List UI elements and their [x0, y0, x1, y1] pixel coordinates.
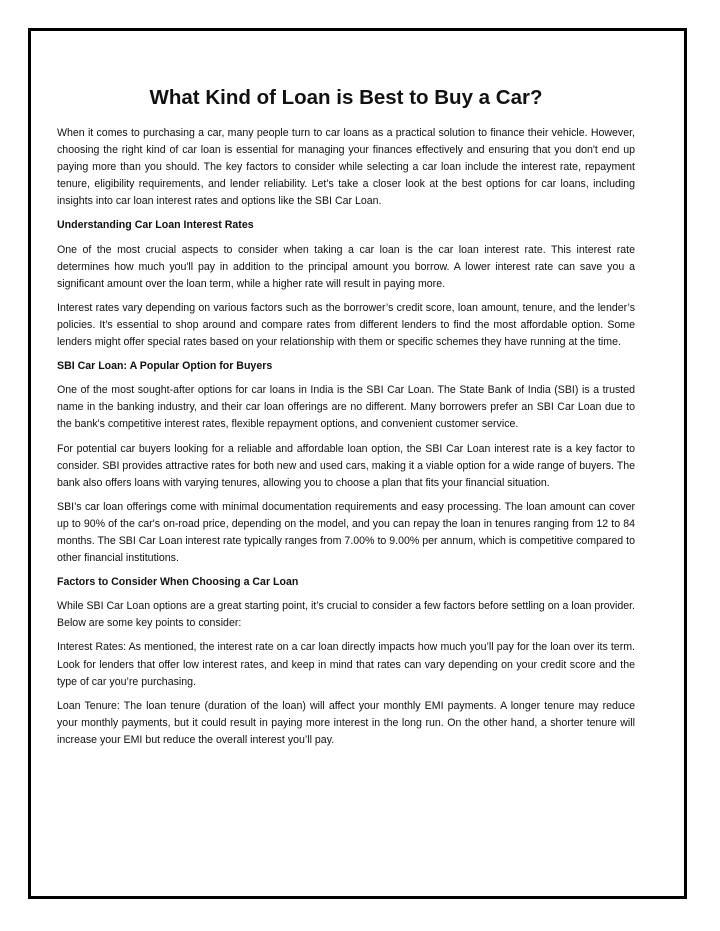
- paragraph: One of the most sought-after options for car loans in India is the SBI Car Loan. The State Bank of India (SBI) is a trusted name in the banking industry, and their car loan offerings are no different. Many borrowers prefer an SBI Car Loan due to the bank's competitive interest rates, flexible repayment options, and convenient customer service.: [57, 384, 635, 431]
- section-heading-factors: Factors to Consider When Choosing a Car Loan: [57, 576, 299, 589]
- section-heading-sbi-car-loan: SBI Car Loan: A Popular Option for Buyers: [57, 360, 273, 373]
- paragraph: While SBI Car Loan options are a great starting point, it’s crucial to consider a few factors before settling on a loan provider. Below are some key points to consider:: [57, 600, 635, 630]
- paragraph: For potential car buyers looking for a reliable and affordable loan option, the SBI Car Loan interest rate is a key factor to consider. SBI provides attractive rates for both new and used cars, making it a viable option for a wide range of buyers. The bank also offers loans with varying tenures, allowing you to choose a plan that fits your financial situation.: [57, 442, 635, 489]
- intro-paragraph: When it comes to purchasing a car, many people turn to car loans as a practical solution to finance their vehicle. However, choosing the right kind of car loan is essential for managing your finances effectively and ensuring that you don't end up paying more than you should. The key factors to consider while selecting a car loan include the interest rate, repayment tenure, eligibility requirements, and lender reliability. Let’s take a closer look at the best options for car loans, including insights into car loan interest rates and options like the SBI Car Loan.: [57, 127, 635, 208]
- paragraph: Interest rates vary depending on various factors such as the borrower’s credit score, loan amount, tenure, and the lender’s policies. It’s essential to shop around and compare rates from different lenders to find the most affordable option. Some lenders might offer special rates based on your relationship with them or specific schemes they have running at the time.: [57, 301, 635, 349]
- paragraph: SBI’s car loan offerings come with minimal documentation requirements and easy processing. The loan amount can cover up to 90% of the car's on-road price, depending on the model, and you can repay the loan in tenures ranging from 12 to 84 months. The SBI Car Loan interest rate typically ranges from 7.00% to 9.00% per annum, which is competitive compared to other financial institutions.: [57, 500, 635, 565]
- paragraph-interest-rates: Interest Rates: As mentioned, the interest rate on a car loan directly impacts how much you’ll pay for the loan over its term. Look for lenders that offer low interest rates, and keep in mind that rates can vary depending on your credit score and the type of car you’re purchasing.: [57, 641, 635, 688]
- document-title: What Kind of Loan is Best to Buy a Car?: [149, 86, 543, 109]
- section-heading-interest-rates: Understanding Car Loan Interest Rates: [57, 219, 254, 232]
- paragraph-loan-tenure: Loan Tenure: The loan tenure (duration of the loan) will affect your monthly EMI payments. A longer tenure may reduce your monthly payments, but it could result in paying more interest in the long run. On the other hand, a shorter tenure will increase your EMI but reduce the overall interest you’ll pay.: [57, 699, 635, 746]
- document-content: [57, 85, 635, 756]
- paragraph: One of the most crucial aspects to consider when taking a car loan is the car loan interest rate. This interest rate determines how much you'll pay in addition to the principal amount you borrow. A lower interest rate can save you a significant amount over the loan term, while a higher rate will result in paying more.: [57, 243, 635, 290]
